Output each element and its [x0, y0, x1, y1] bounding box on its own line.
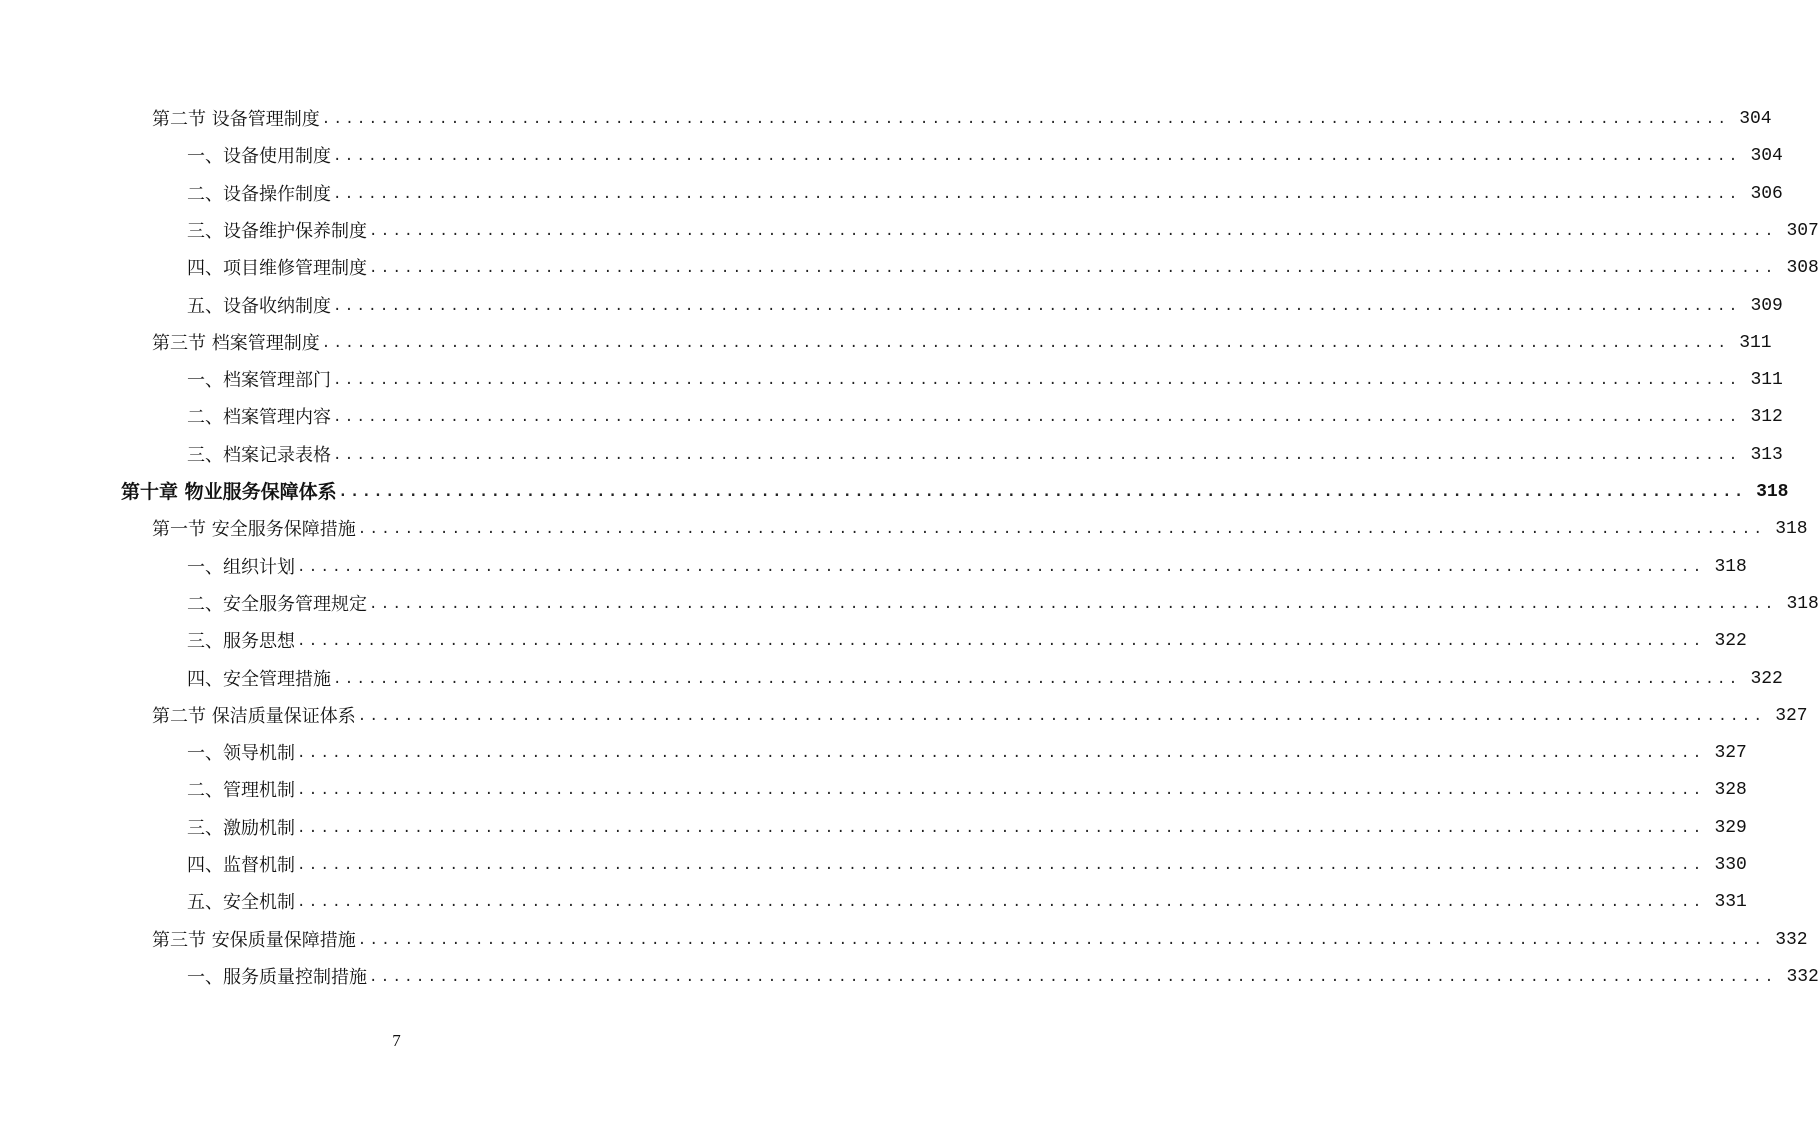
toc-dot-leader: ........................................................................................................................: [297, 745, 1705, 762]
toc-entry-item[interactable]: [187, 623, 1747, 660]
toc-entry-section[interactable]: [152, 511, 1808, 548]
toc-entry-title: 五、安全机制: [187, 892, 295, 914]
toc-entry-item[interactable]: [187, 810, 1747, 847]
toc-entry-page-number: 306: [1750, 183, 1783, 204]
toc-entry-section[interactable]: [152, 325, 1772, 362]
toc-entry-item[interactable]: [187, 250, 1819, 287]
toc-entry-title: 三、设备维护保养制度: [187, 220, 367, 242]
toc-entry-title: 第三节 安保质量保障措施: [152, 929, 356, 951]
toc-entry-title: 第十章 物业服务保障体系: [121, 481, 337, 503]
toc-entry-item[interactable]: [187, 399, 1783, 436]
toc-entry-title: 一、组织计划: [187, 556, 295, 578]
toc-entry-title: 一、设备使用制度: [187, 146, 331, 168]
toc-entry-title: 一、服务质量控制措施: [187, 966, 367, 988]
toc-entry-page-number: 322: [1750, 668, 1783, 689]
toc-entry-page-number: 331: [1714, 892, 1747, 913]
toc-dot-leader: ........................................................................................................................: [321, 334, 1730, 351]
toc-entry-page-number: 318: [1756, 482, 1789, 502]
toc-entry-title: 四、项目维修管理制度: [187, 258, 367, 280]
toc-entry-section[interactable]: [152, 698, 1808, 735]
toc-entry-item[interactable]: [187, 138, 1783, 175]
toc-entry-title: 四、安全管理措施: [187, 668, 331, 690]
toc-entry-page-number: 304: [1739, 109, 1772, 129]
toc-entry-title: 一、领导机制: [187, 743, 295, 765]
toc-entry-item[interactable]: [187, 437, 1783, 474]
toc-dot-leader: ........................................................................................................................: [333, 297, 1741, 314]
toc-dot-leader: ........................................................................................................................: [297, 558, 1705, 575]
toc-entry-title: 二、设备操作制度: [187, 183, 331, 205]
toc-entry-item[interactable]: [187, 362, 1783, 399]
toc-dot-leader: ........................................................................................................................: [333, 148, 1741, 165]
page-number: 7: [392, 1031, 401, 1050]
toc-dot-leader: ........................................................................................................................: [357, 707, 1766, 724]
toc-entry-title: 第二节 设备管理制度: [152, 109, 320, 130]
toc-entry-item[interactable]: [187, 549, 1747, 586]
toc-entry-title: 四、监督机制: [187, 855, 295, 876]
toc-entry-page-number: 318: [1775, 519, 1808, 540]
toc-dot-leader: ........................................................................................................................: [369, 222, 1777, 239]
toc-entry-page-number: 318: [1786, 593, 1819, 614]
toc-dot-leader: ........................................................................................................................: [333, 446, 1741, 463]
toc-dot-leader: ........................................................................................................................: [357, 931, 1766, 948]
toc-entry-item[interactable]: [187, 176, 1783, 213]
toc-entry-title: 第三节 档案管理制度: [152, 332, 320, 354]
toc-entry-page-number: 311: [1750, 370, 1783, 391]
toc-entry-item[interactable]: [187, 735, 1747, 772]
toc-entry-title: 一、档案管理部门: [187, 370, 331, 392]
toc-entry-item[interactable]: [187, 772, 1747, 809]
toc-entry-page-number: 328: [1714, 780, 1747, 801]
toc-entry-page-number: 329: [1714, 817, 1747, 838]
toc-entry-page-number: 318: [1714, 556, 1747, 577]
toc-entry-title: 二、档案管理内容: [187, 407, 331, 429]
toc-dot-leader: ........................................................................................................................: [297, 894, 1705, 911]
toc-entry-title: 三、档案记录表格: [187, 444, 331, 466]
toc-dot-leader: ........................................................................................................................: [333, 670, 1741, 687]
toc-dot-leader: ........................................................................................................................: [338, 484, 1747, 500]
toc-entry-page-number: 312: [1750, 407, 1783, 428]
toc-entry-chapter[interactable]: [121, 474, 1789, 511]
toc-entry-page-number: 322: [1714, 631, 1747, 652]
toc-entry-page-number: 327: [1775, 705, 1808, 726]
toc-dot-leader: ........................................................................................................................: [357, 521, 1766, 538]
toc-dot-leader: ........................................................................................................................: [333, 185, 1741, 202]
toc-entry-item[interactable]: [187, 959, 1819, 996]
toc-dot-leader: ........................................................................................................................: [297, 633, 1705, 650]
toc-entry-title: 第一节 安全服务保障措施: [152, 519, 356, 541]
toc-entry-item[interactable]: [187, 213, 1819, 250]
toc-dot-leader: ........................................................................................................................: [369, 968, 1777, 985]
toc-dot-leader: ........................................................................................................................: [321, 111, 1730, 127]
toc-entry-section[interactable]: [152, 101, 1772, 138]
toc-entry-title: 五、设备收纳制度: [187, 295, 331, 317]
toc-entry-section[interactable]: [152, 922, 1808, 959]
toc-entry-page-number: 307: [1786, 220, 1819, 241]
toc-entry-page-number: 313: [1750, 444, 1783, 465]
toc-entry-title: 第二节 保洁质量保证体系: [152, 705, 356, 727]
toc-entry-item[interactable]: [187, 847, 1747, 884]
toc-dot-leader: ........................................................................................................................: [369, 595, 1777, 612]
toc-dot-leader: ........................................................................................................................: [369, 260, 1777, 277]
toc-entry-page-number: 304: [1750, 146, 1783, 167]
toc-dot-leader: ........................................................................................................................: [297, 857, 1705, 873]
toc-dot-leader: ........................................................................................................................: [333, 409, 1741, 426]
toc-entry-page-number: 311: [1739, 332, 1772, 353]
toc-entry-page-number: 330: [1714, 855, 1747, 875]
toc-entry-title: 三、服务思想: [187, 631, 295, 653]
toc-entry-item[interactable]: [187, 884, 1747, 921]
toc-entry-page-number: 327: [1714, 743, 1747, 764]
toc-entry-item[interactable]: [187, 661, 1783, 698]
toc-entry-item[interactable]: [187, 288, 1783, 325]
toc-entry-page-number: 332: [1775, 929, 1808, 950]
toc-entry-item[interactable]: [187, 586, 1819, 623]
toc-dot-leader: ........................................................................................................................: [333, 372, 1741, 389]
toc-dot-leader: ........................................................................................................................: [297, 819, 1705, 836]
toc-entry-page-number: 332: [1786, 966, 1819, 987]
toc-entry-page-number: 309: [1750, 295, 1783, 316]
toc-dot-leader: ........................................................................................................................: [297, 782, 1705, 799]
toc-entry-title: 二、管理机制: [187, 780, 295, 802]
toc-entry-page-number: 308: [1786, 258, 1819, 279]
toc-entry-title: 二、安全服务管理规定: [187, 593, 367, 615]
toc-entry-title: 三、激励机制: [187, 817, 295, 839]
